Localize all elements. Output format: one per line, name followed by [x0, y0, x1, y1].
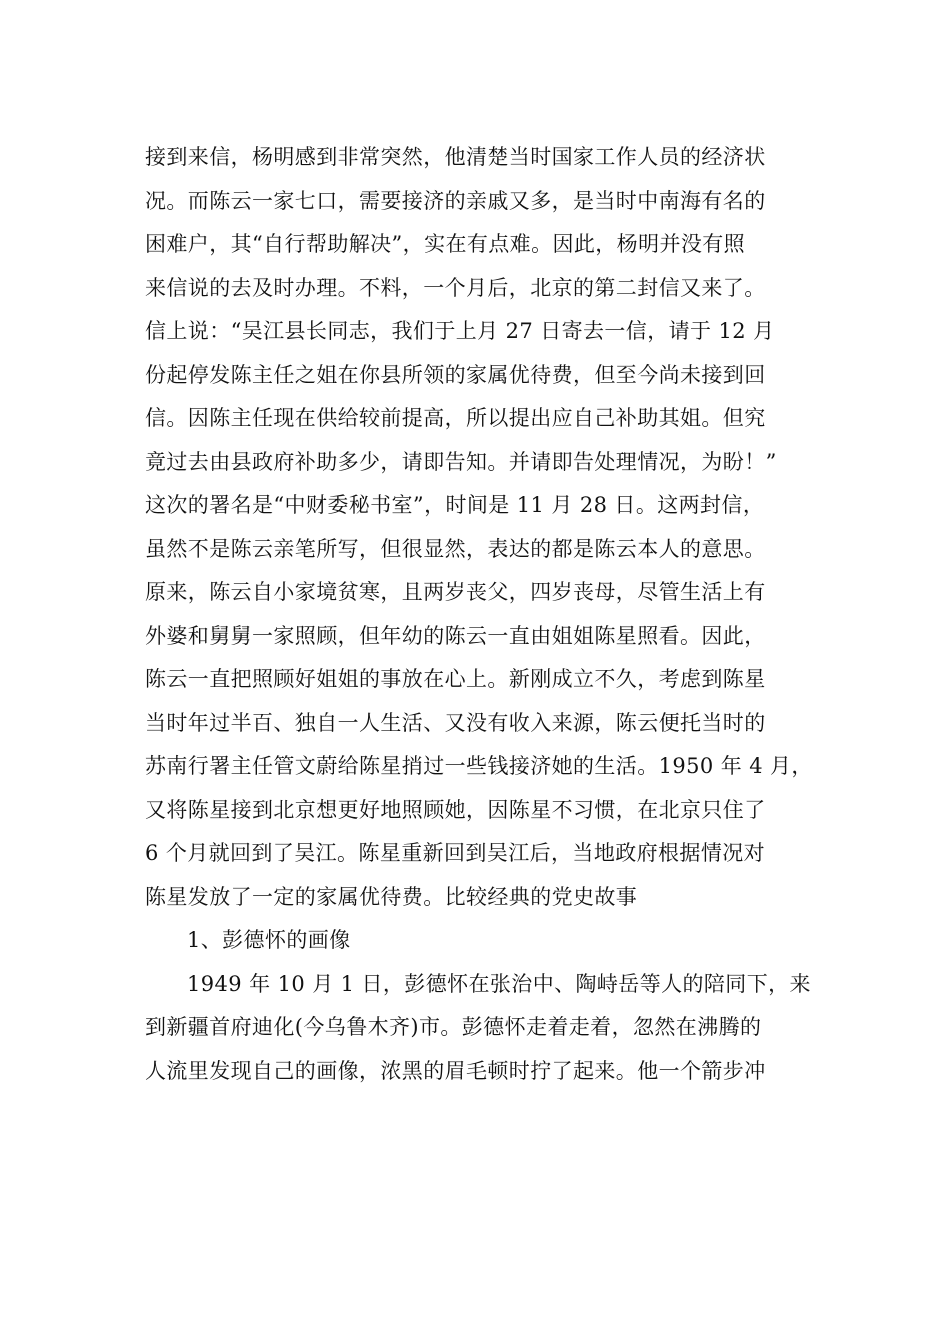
text-line: 竟过去由县政府补助多少，请即告知。并请即告处理情况，为盼！” — [145, 449, 777, 474]
text-line: 陈星发放了一定的家属优待费。比较经典的党史故事 — [145, 884, 638, 909]
text-line: 信。因陈主任现在供给较前提高，所以提出应自己补助其姐。但究 — [145, 406, 766, 430]
text-line: 原来，陈云自小家境贫寒，且两岁丧父，四岁丧母，尽管生活上有 — [145, 580, 766, 604]
text-line: 6 个月就回到了吴江。陈星重新回到吴江后，当地政府根据情况对 — [145, 841, 766, 865]
text-line: 到新疆首府迪化(今乌鲁木齐)市。彭德怀走着走着，忽然在沸腾的 — [145, 1015, 762, 1039]
text-line: 虽然不是陈云亲笔所写，但很显然，表达的都是陈云本人的意思。 — [145, 536, 766, 561]
text-line: 当时年过半百、独自一人生活、又没有收入来源，陈云便托当时的 — [145, 710, 766, 735]
text-line: 又将陈星接到北京想更好地照顾她，因陈星不习惯，在北京只住了 — [145, 797, 766, 822]
text-line: 信上说：“吴江县长同志，我们于上月 27 日寄去一信，请于 12 月 — [145, 319, 775, 343]
text-line: 苏南行署主任管文蔚给陈星捎过一些钱接济她的生活。1950 年 4 月， — [145, 754, 813, 778]
text-line: 来信说的去及时办理。不料，一个月后，北京的第二封信又来了。 — [145, 275, 766, 300]
text-line: 接到来信，杨明感到非常突然，他清楚当时国家工作人员的经济状 — [145, 145, 766, 169]
text-line: 1949 年 10 月 1 日，彭德怀在张治中、陶峙岳等人的陪同下，来 — [187, 971, 811, 996]
text-line: 份起停发陈主任之姐在你县所领的家属优待费，但至今尚未接到回 — [145, 362, 766, 387]
text-line: 这次的署名是“中财委秘书室”，时间是 11 月 28 日。这两封信， — [145, 493, 765, 517]
text-line: 外婆和舅舅一家照顾，但年幼的陈云一直由姐姐陈星照看。因此， — [145, 623, 766, 648]
text-line: 况。而陈云一家七口，需要接济的亲戚又多，是当时中南海有名的 — [145, 188, 766, 213]
text-line: 人流里发现自己的画像，浓黑的眉毛顿时拧了起来。他一个箭步冲 — [145, 1058, 766, 1083]
text-line: 困难户，其“自行帮助解决”，实在有点难。因此，杨明并没有照 — [145, 232, 746, 256]
text-line: 陈云一直把照顾好姐姐的事放在心上。新刚成立不久，考虑到陈星 — [145, 667, 766, 691]
section-heading: 1、彭德怀的画像 — [187, 928, 351, 952]
body-text — [145, 136, 825, 1093]
